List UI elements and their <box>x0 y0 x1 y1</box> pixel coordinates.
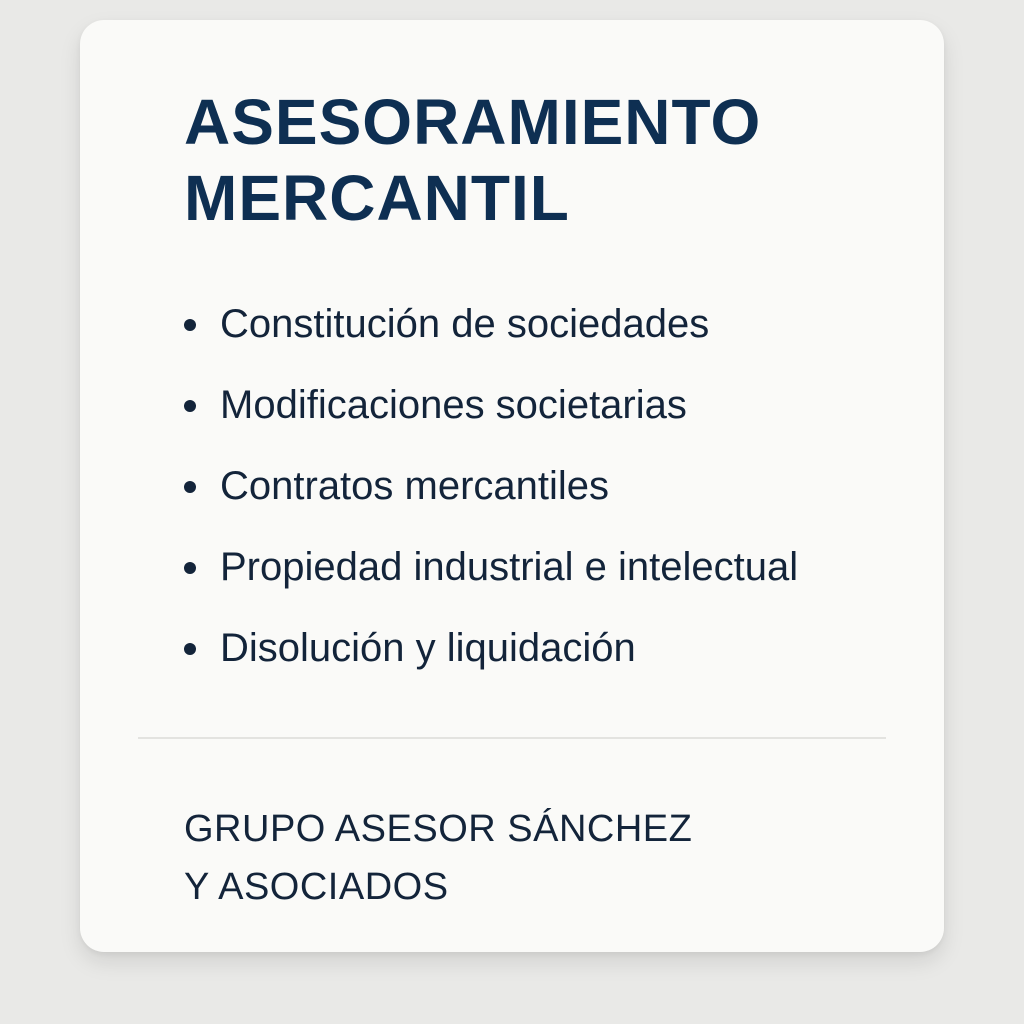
card-title <box>184 84 761 236</box>
bullet-icon <box>184 400 196 412</box>
bullet-icon <box>184 562 196 574</box>
title-line-1: ASESORAMIENTO <box>184 86 762 158</box>
service-label: Propiedad industrial e intelectual <box>220 545 799 589</box>
company-name-line-2: Y ASOCIADOS <box>184 866 449 908</box>
bullet-icon <box>184 481 196 493</box>
company-name <box>184 800 692 916</box>
service-card <box>80 20 944 952</box>
list-item <box>184 608 798 689</box>
bullet-icon <box>184 643 196 655</box>
list-item <box>184 365 798 446</box>
list-item <box>184 284 798 365</box>
service-label: Constitución de sociedades <box>220 302 710 346</box>
services-list <box>184 284 798 689</box>
list-item <box>184 527 798 608</box>
divider <box>138 737 886 739</box>
service-label: Disolución y liquidación <box>220 626 636 670</box>
service-label: Modificaciones societarias <box>220 383 687 427</box>
title-line-2: MERCANTIL <box>184 162 570 234</box>
service-label: Contratos mercantiles <box>220 464 610 508</box>
company-name-line-1: GRUPO ASESOR SÁNCHEZ <box>184 808 693 850</box>
bullet-icon <box>184 319 196 331</box>
list-item <box>184 446 798 527</box>
